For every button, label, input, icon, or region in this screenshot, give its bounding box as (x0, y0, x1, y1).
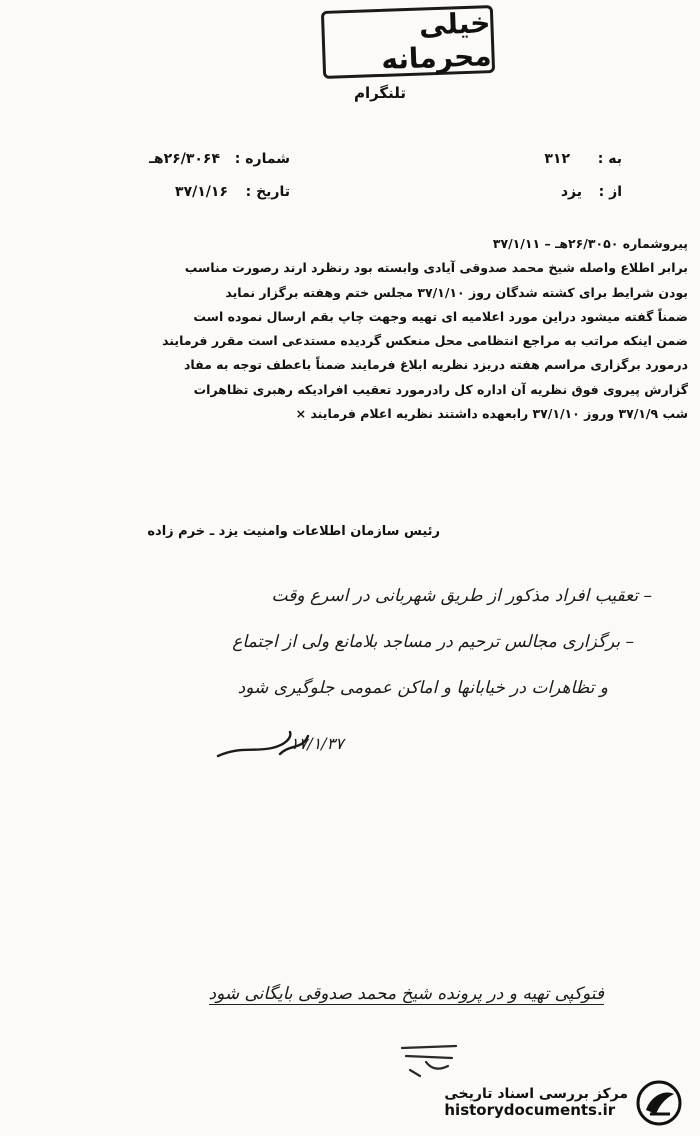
document-type-title: تلنگرام (353, 84, 407, 102)
telegram-body (52, 232, 688, 426)
sender-label: از : (598, 184, 622, 200)
sender-value: یزد (560, 184, 582, 200)
number-value: ۲۶/۳۰۶۴هـ (149, 151, 220, 167)
body-line: درمورد برگزاری مراسم هفته دریزد نظریه ابلاغ فرمایند ضمناً باعطف توجه به مفاد (183, 357, 688, 373)
handwritten-note-line: و تظاهرات در خیابانها و اماکن عمومی جلوگیری شود (237, 678, 608, 698)
top-secret-stamp: خیلی محرمانه (321, 5, 495, 79)
body-line: ضمناً گفته میشود دراین مورد اعلامیه ای تهیه وجهت چاپ بقم ارسال نموده است (193, 308, 688, 324)
archive-url: historydocuments.ir (444, 1101, 616, 1120)
body-line: پیروشماره ۲۶/۳۰۵۰هـ – ۳۷/۱/۱۱ (492, 236, 688, 251)
archive-watermark (412, 1078, 682, 1128)
date-label: تاریخ : (245, 184, 290, 200)
handwritten-date: ۱۷/۱/۳۷ (290, 734, 344, 753)
handwritten-filing-note: فتوکپی تهیه و در پرونده شیخ محمد صدوقی بایگانی شود (208, 984, 604, 1004)
body-line: بودن شرایط برای کشته شدگان روز ۳۷/۱/۱۰ مجلس ختم وهفته برگزار نماید (225, 284, 688, 300)
date-value: ۳۷/۱/۱۶ (175, 184, 228, 200)
signatory-line: رئیس سازمان اطلاعات وامنیت یزد ـ خرم زاده (147, 524, 440, 539)
body-line: ضمن اینکه مراتب به مراجع انتظامی محل منعکس گردیده مستدعی است مقرر فرمایند (162, 333, 688, 349)
recipient-value: ۳۱۲ (544, 151, 570, 167)
body-line: شب ۳۷/۱/۹ وروز ۳۷/۱/۱۰ رابعهده داشتند نظریه اعلام فرمایند × (295, 406, 688, 422)
archive-name: مرکز بررسی اسناد تاریخی (444, 1086, 628, 1103)
body-line: برابر اطلاع واصله شیخ محمد صدوقی آیادی وابسته بود رنظرد ارند رصورت مناسب (184, 260, 688, 276)
recipient-label: به : (597, 151, 622, 167)
body-line: گزارش پیروی فوق نظریه آن اداره کل رادرمورد تعقیب افرادیکه رهبری تظاهرات (193, 381, 688, 397)
archive-logo-icon (636, 1080, 682, 1126)
handwritten-note-line: – تعقیب افراد مذکور از طریق شهربانی در اسرع وقت (271, 586, 652, 606)
handwritten-note-line: – برگزاری مجالس ترحیم در مساجد بلامانع ولی از اجتماع (232, 632, 634, 652)
number-label: شماره : (234, 151, 290, 167)
